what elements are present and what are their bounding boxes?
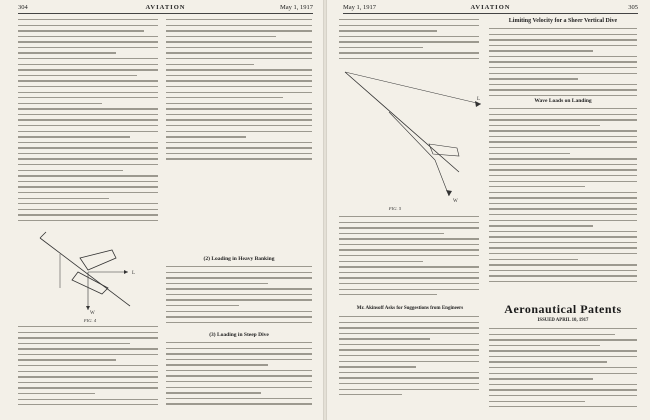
left-page-column-2-text [166, 19, 312, 164]
right-page-column-1-bottom-text [339, 316, 479, 400]
wave-loads-subheading: Wave Loads on Landing [534, 98, 592, 104]
svg-text:L: L [132, 271, 136, 276]
issue-date: May 1, 1917 [279, 4, 313, 11]
engineers-heading: Mr. Akinsoff Asks for Suggestions from Engineers [356, 306, 464, 311]
right-page [325, 0, 650, 420]
right-page-column-1-middle-text [339, 216, 479, 300]
running-title: AVIATION [145, 4, 186, 11]
right-page-column-2-text [489, 28, 637, 101]
patents-list-text [489, 328, 637, 412]
left-page-column-2-bottom-text [166, 342, 312, 409]
left-page-column-2-middle-text [166, 266, 312, 327]
section-3-heading: (3) Loading in Steep Dive [209, 332, 269, 338]
svg-text:W: W [453, 199, 458, 204]
svg-text:W: W [90, 311, 95, 316]
left-page-column-1-bottom-text [18, 326, 158, 410]
left-page-column-1-text [18, 19, 158, 225]
figure-4-caption: FIG. 4 [83, 318, 97, 323]
patents-heading: Aeronautical Patents [504, 302, 622, 316]
article-title: Limiting Velocity for a Sheer Vertical Dive [508, 18, 618, 24]
figure-5-caption: FIG. 5 [388, 206, 402, 211]
header-rule [18, 13, 313, 14]
right-page-column-1-text [339, 19, 479, 64]
issue-date: May 1, 1917 [343, 4, 377, 11]
figure-5-dive-diagram [339, 64, 489, 204]
running-title: AVIATION [470, 4, 511, 11]
right-page-column-2-middle-text [489, 108, 637, 287]
page-number: 304 [18, 4, 28, 11]
header-rule [343, 13, 638, 14]
figure-4-airplane-diagram [20, 228, 156, 316]
svg-text:L: L [477, 97, 481, 102]
patents-subheading: ISSUED APRIL 10, 1917 [537, 318, 589, 323]
page-number: 305 [628, 4, 638, 11]
section-2-heading: (2) Loading in Heavy Banking [203, 256, 275, 262]
